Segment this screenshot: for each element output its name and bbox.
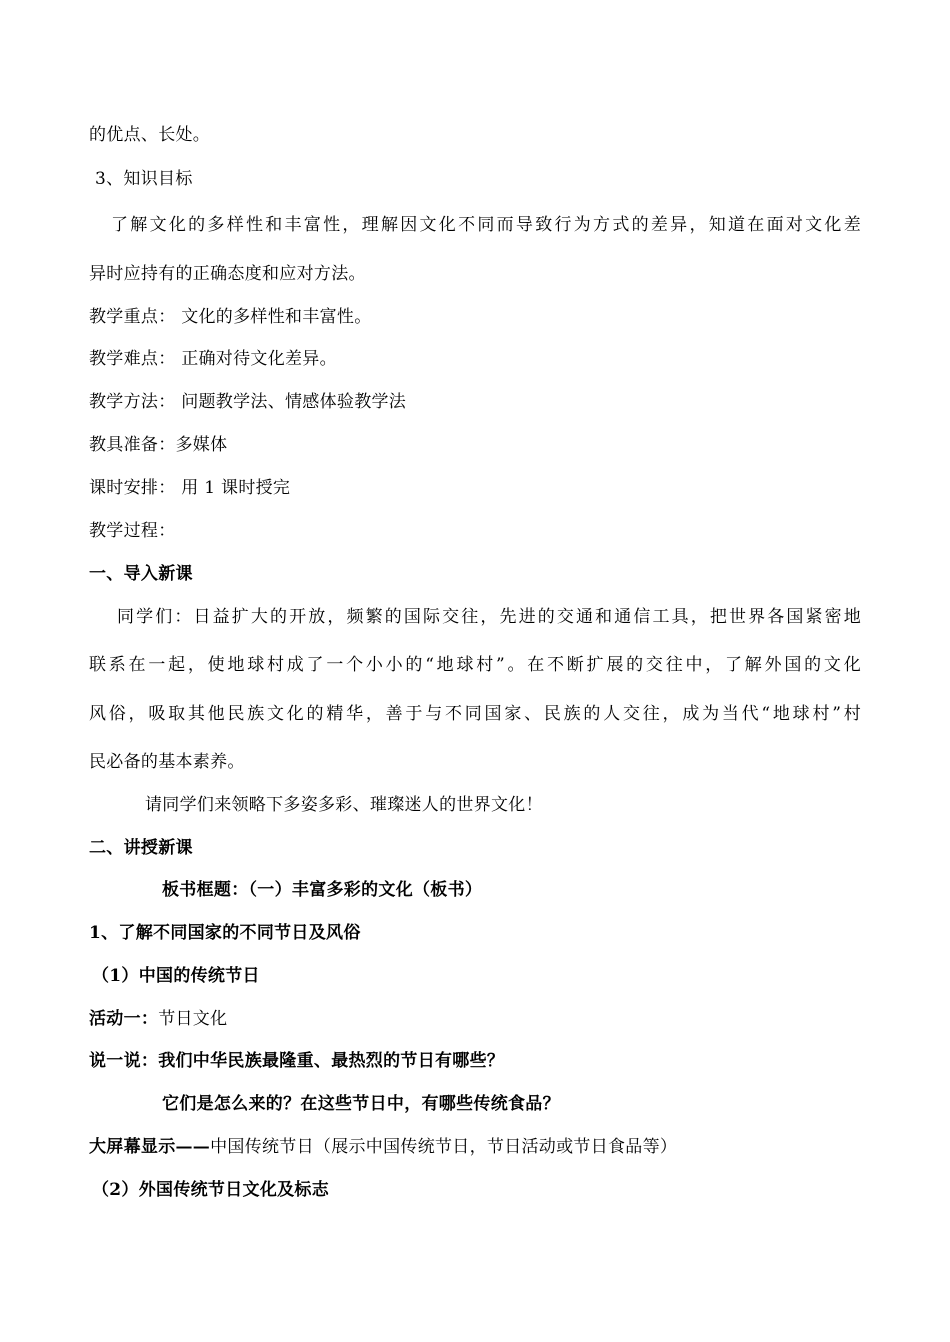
section-heading: 二、讲授新课 [89, 838, 193, 858]
text-line: 教学重点： 文化的多样性和丰富性。 [89, 307, 372, 327]
screen-display-label: 大屏幕显示—— [89, 1137, 211, 1157]
subsection-heading: （1）中国的传统节日 [92, 966, 260, 986]
section-heading: 一、导入新课 [89, 564, 193, 584]
text-line: 教学难点： 正确对待文化差异。 [89, 349, 337, 369]
paragraph-line: 民必备的基本素养。 [89, 752, 245, 772]
text-line: 请同学们来领略下多姿多彩、璀璨迷人的世界文化！ [145, 795, 543, 815]
screen-display-line [89, 1135, 677, 1159]
discussion-text: 我们中华民族最隆重、最热烈的节日有哪些？ [158, 1051, 505, 1071]
text-line: 教具准备：多媒体 [89, 435, 228, 455]
paragraph-line: 同学们：日益扩大的开放，频繁的国际交往，先进的交通和通信工具，把世界各国紧密地 [117, 607, 861, 627]
subsection-heading: （2）外国传统节日文化及标志 [92, 1180, 330, 1200]
paragraph-line: 异时应持有的正确态度和应对方法。 [89, 264, 366, 284]
discussion-line [89, 1049, 504, 1073]
discussion-label: 说一说： [89, 1051, 159, 1071]
paragraph-line: 联系在一起，使地球村成了一个小小的“地球村”。在不断扩展的交往中，了解外国的文化 [89, 655, 861, 675]
section-heading: 3、知识目标 [95, 169, 193, 189]
text-line: 课时安排： 用 1 课时授完 [89, 478, 291, 498]
paragraph-line: 了解文化的多样性和丰富性，理解因文化不同而导致行为方式的差异，知道在面对文化差 [111, 215, 861, 235]
activity-line [89, 1007, 227, 1031]
text-line: 教学过程： [89, 521, 176, 541]
board-title: 板书框题：（一）丰富多彩的文化（板书） [162, 880, 483, 900]
text-line: 教学方法： 问题教学法、情感体验教学法 [89, 392, 407, 412]
paragraph-line: 风俗，吸取其他民族文化的精华，善于与不同国家、民族的人交往，成为当代“地球村”村 [89, 704, 861, 724]
text-line: 的优点、长处。 [89, 125, 211, 145]
discussion-line: 它们是怎么来的？在这些节日中，有哪些传统食品？ [162, 1094, 560, 1114]
screen-display-text: 中国传统节日（展示中国传统节日，节日活动或节日食品等） [210, 1137, 678, 1157]
activity-text: 节日文化 [158, 1009, 228, 1029]
activity-label: 活动一： [89, 1009, 159, 1029]
section-heading: 1、了解不同国家的不同节日及风俗 [89, 923, 361, 943]
